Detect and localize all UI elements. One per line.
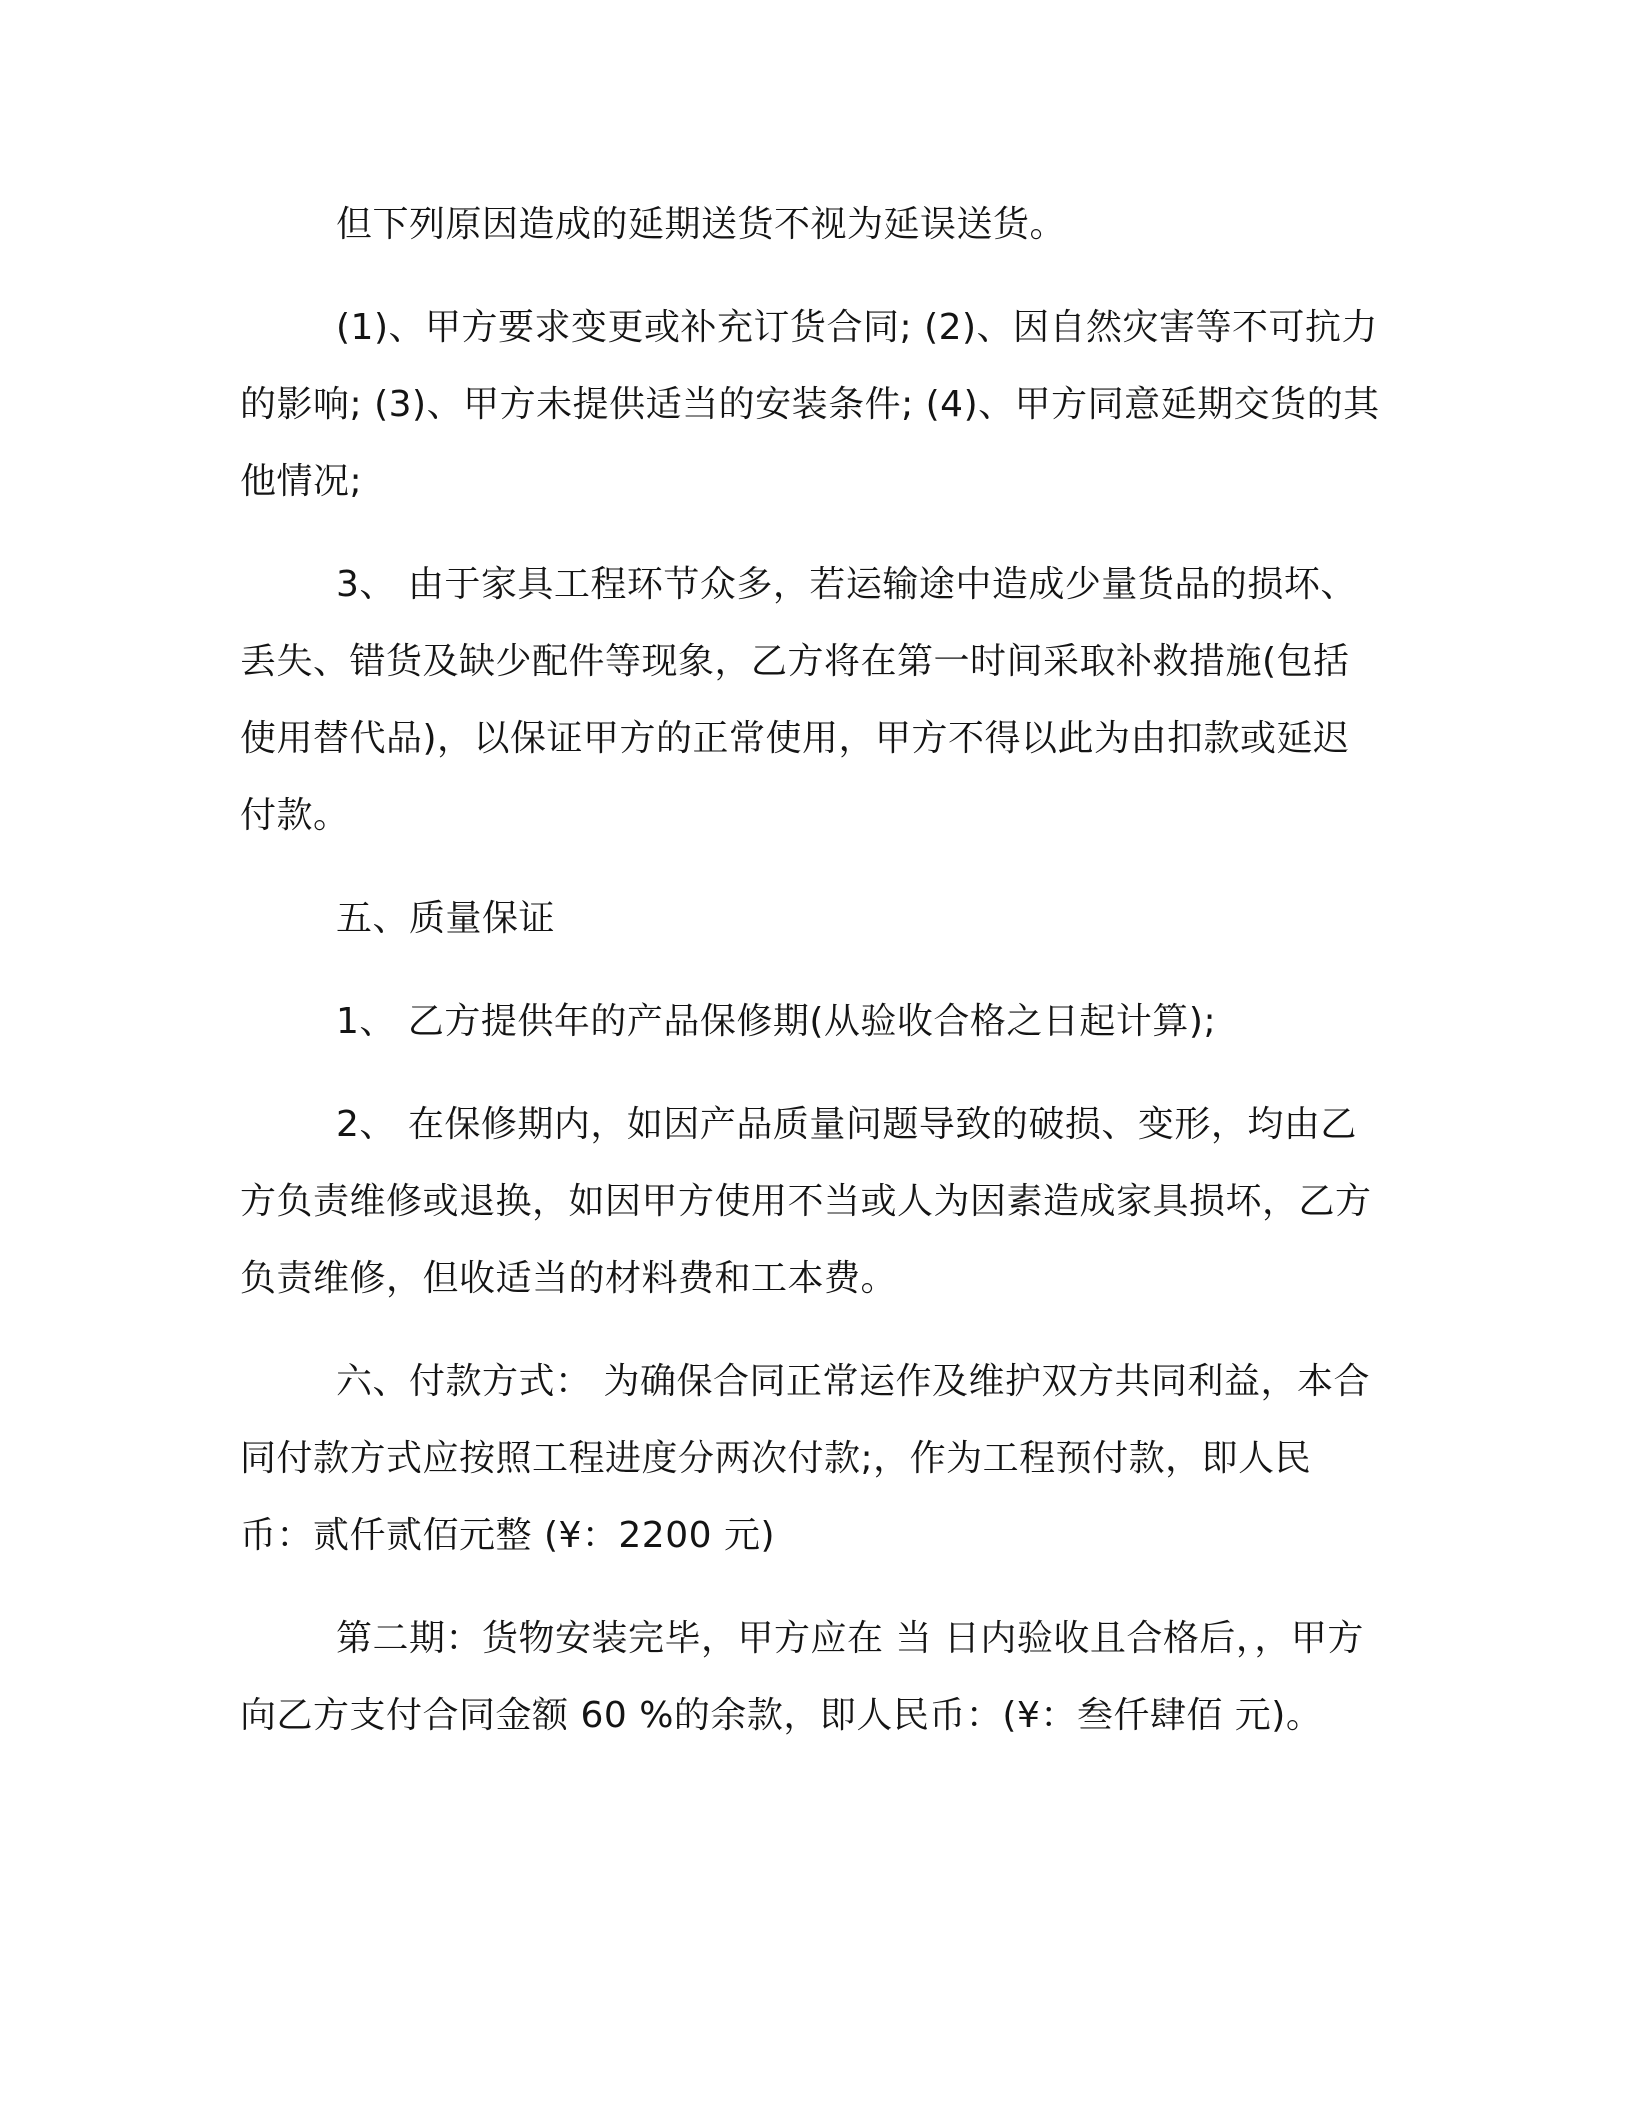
paragraph-exception-list: (1)、甲方要求变更或补充订货合同; (2)、因自然灾害等不可抗力的影响; (3)、甲方未提供适当的安装条件; (4)、甲方同意延期交货的其他情况;	[240, 307, 1380, 502]
paragraph-second-payment: 第二期：货物安装完毕，甲方应在 当 日内验收且合格后，，甲方向乙方支付合同金额 60 %的余款，即人民币：(¥：叁仟肆佰 元)。	[240, 1618, 1364, 1736]
document-body	[240, 186, 1380, 1780]
paragraph-clause-3: 3、 由于家具工程环节众多，若运输途中造成少量货品的损坏、丢失、错货及缺少配件等现象，乙方将在第一时间采取补救措施(包括使用替代品)，以保证甲方的正常使用，甲方不得以此为由扣款或延迟付款。	[240, 564, 1357, 836]
section-heading-quality: 五、质量保证	[336, 898, 556, 939]
paragraph-delay-exceptions: 但下列原因造成的延期送货不视为延误送货。	[336, 204, 1067, 245]
paragraph-payment-method: 六、付款方式： 为确保合同正常运作及维护双方共同利益，本合同付款方式应按照工程进度分两次付款;，作为工程预付款，即人民币：贰仟贰佰元整 (¥：2200 元)	[240, 1361, 1370, 1556]
paragraph-warranty-2: 2、 在保修期内，如因产品质量问题导致的破损、变形，均由乙方负责维修或退换，如因甲方使用不当或人为因素造成家具损坏，乙方负责维修，但收适当的材料费和工本费。	[240, 1104, 1372, 1299]
paragraph-warranty-1: 1、 乙方提供年的产品保修期(从验收合格之日起计算);	[336, 1001, 1217, 1042]
